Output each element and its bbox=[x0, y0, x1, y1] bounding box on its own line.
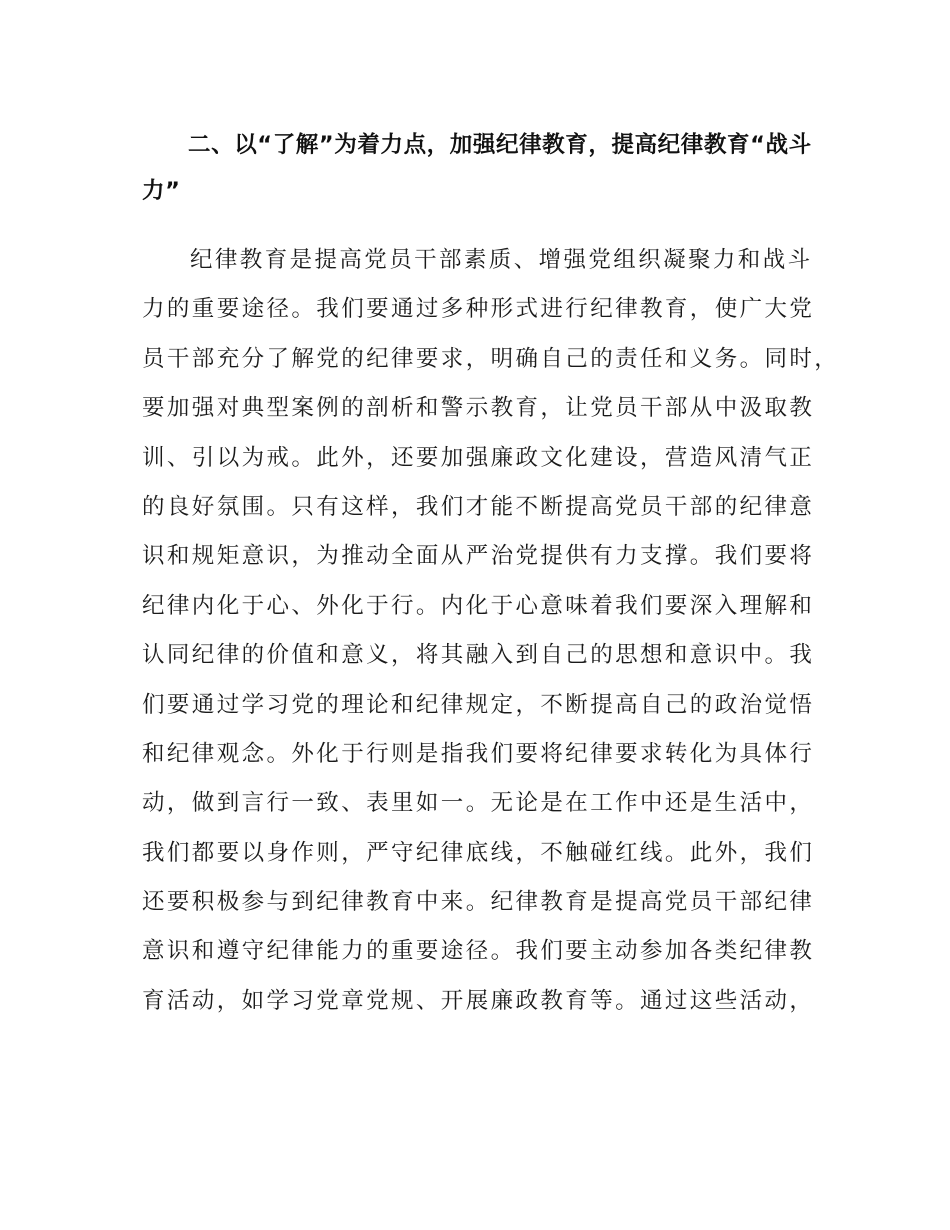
body-line: 意识和遵守纪律能力的重要途径。我们要主动参加各类纪律教 bbox=[142, 938, 815, 965]
body-line: 动，做到言行一致、表里如一。无论是在工作中还是生活中， bbox=[142, 790, 815, 817]
body-line: 员干部充分了解党的纪律要求，明确自己的责任和义务。同时， bbox=[142, 345, 840, 372]
body-line: 们要通过学习党的理论和纪律规定，不断提高自己的政治觉悟 bbox=[142, 691, 815, 718]
body-paragraph bbox=[142, 236, 840, 1026]
body-line: 力的重要途径。我们要通过多种形式进行纪律教育，使广大党 bbox=[142, 296, 815, 323]
body-line: 训、引以为戒。此外，还要加强廉政文化建设，营造风清气正 bbox=[142, 444, 815, 471]
body-line: 的良好氛围。只有这样，我们才能不断提高党员干部的纪律意 bbox=[142, 493, 815, 520]
body-line: 纪律内化于心、外化于行。内化于心意味着我们要深入理解和 bbox=[142, 592, 815, 619]
body-line: 要加强对典型案例的剖析和警示教育，让党员干部从中汲取教 bbox=[142, 395, 815, 422]
body-line: 纪律教育是提高党员干部素质、增强党组织凝聚力和战斗 bbox=[190, 247, 813, 273]
body-line: 育活动，如学习党章党规、开展廉政教育等。通过这些活动， bbox=[142, 987, 815, 1014]
body-line: 我们都要以身作则，严守纪律底线，不触碰红线。此外，我们 bbox=[142, 839, 815, 866]
body-line: 识和规矩意识，为推动全面从严治党提供有力支撑。我们要将 bbox=[142, 543, 815, 570]
section-heading: 二、以“了解”为着力点，加强纪律教育，提高纪律教育“战斗力” bbox=[142, 132, 812, 204]
body-line: 和纪律观念。外化于行则是指我们要将纪律要求转化为具体行 bbox=[142, 740, 815, 767]
body-line: 还要积极参与到纪律教育中来。纪律教育是提高党员干部纪律 bbox=[142, 889, 815, 916]
body-line: 认同纪律的价值和意义，将其融入到自己的思想和意识中。我 bbox=[142, 642, 815, 669]
